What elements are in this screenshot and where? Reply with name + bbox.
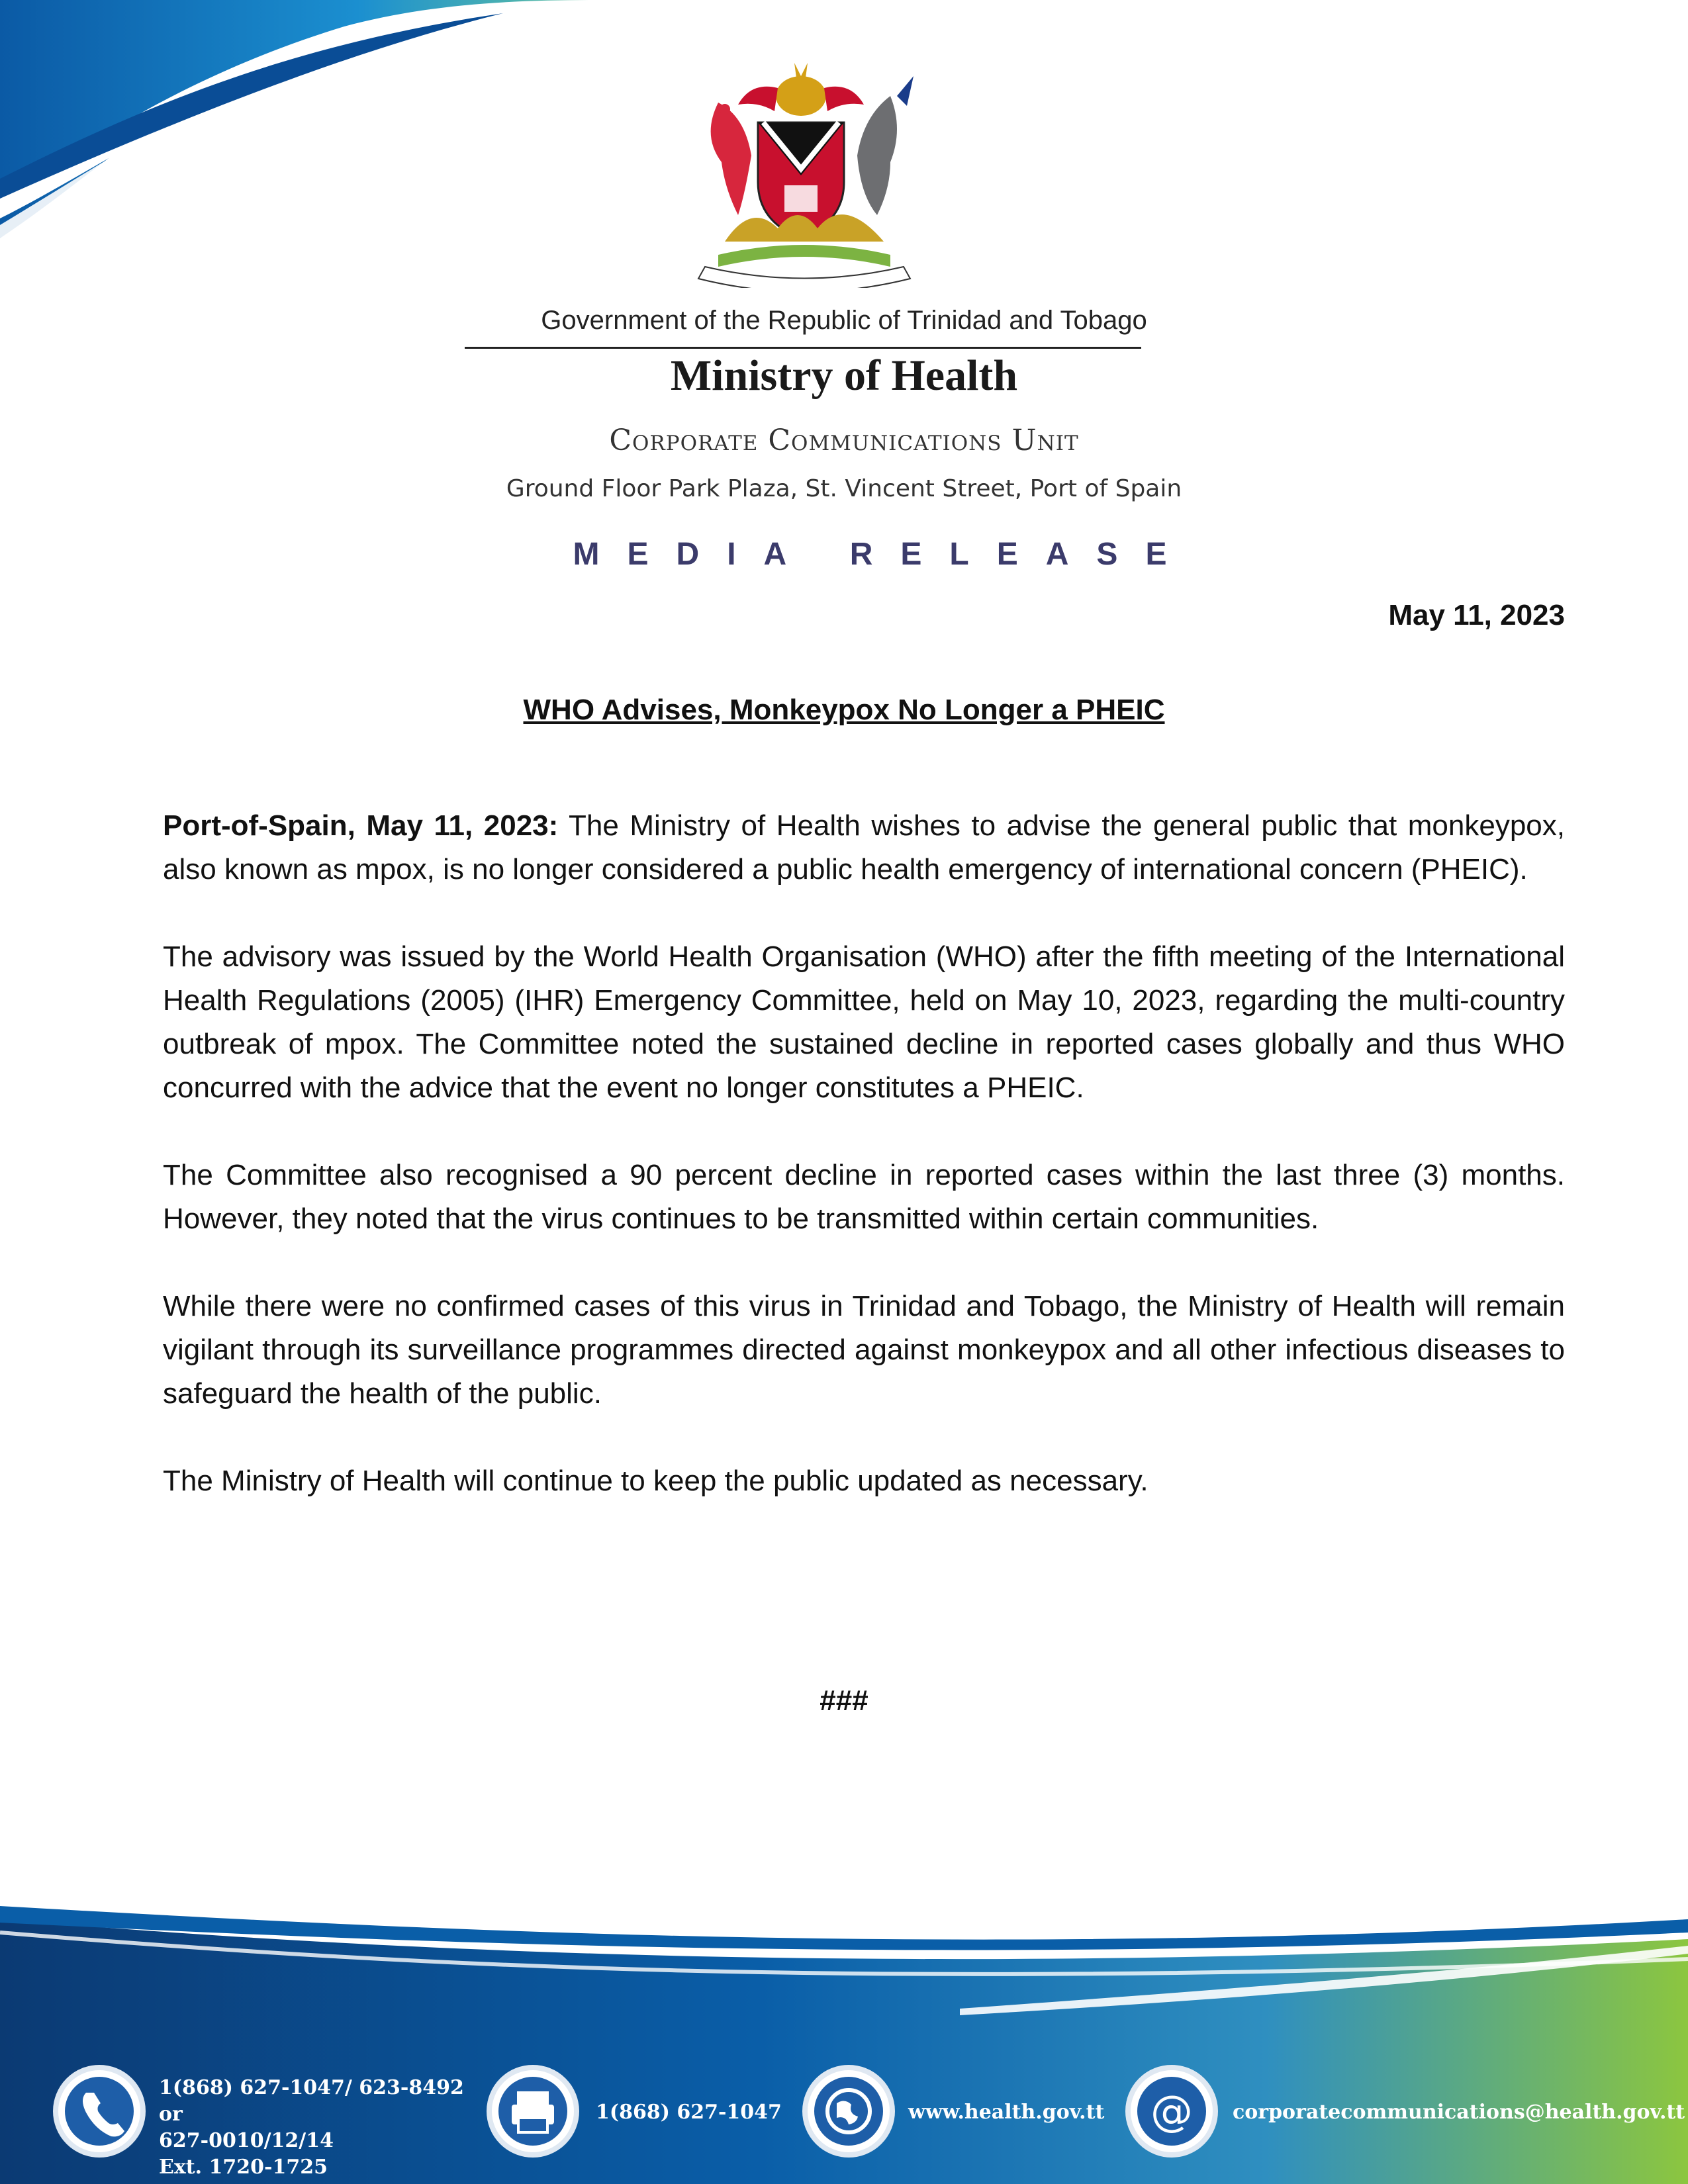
unit-name: Corporate Communications Unit	[609, 424, 1079, 457]
release-headline: WHO Advises, Monkeypox No Longer a PHEIC	[523, 694, 1165, 726]
ministry-address: Ground Floor Park Plaza, St. Vincent Street, Port of Spain	[506, 475, 1182, 502]
fax-icon	[487, 2065, 579, 2158]
globe-icon	[802, 2065, 895, 2158]
phone-icon	[53, 2065, 146, 2158]
at-sign-icon	[1125, 2065, 1218, 2158]
media-release-label: MEDIA RELEASE	[573, 537, 1195, 572]
paragraph: While there were no confirmed cases of this virus in Trinidad and Tobago, the Ministry of Health will remain vigilant through its surveillance programmes directed against monkeypox and all other infectious diseases to safeguard the health of the public.	[163, 1290, 1565, 1410]
paragraph: The Committee also recognised a 90 percent decline in reported cases within the last three (3) months. However, they noted that the virus continues to be transmitted within certain communities.	[163, 1159, 1565, 1235]
end-mark: ###	[820, 1684, 868, 1717]
website-link[interactable]: www.health.gov.tt	[908, 2101, 1105, 2124]
letterhead-divider	[465, 347, 1141, 349]
paragraph: The advisory was issued by the World Health Organisation (WHO) after the fifth meeting of the International Health Regulations (2005) (IHR) Emergency Committee, held on May 10, 2023, regarding the multi-country outbreak of mpox. The Committee noted the sustained decline in reported cases globally and thus WHO concurred with the advice that the event no longer constitutes a PHEIC.	[163, 940, 1565, 1104]
paragraph: The Ministry of Health will continue to keep the public updated as necessary.	[163, 1465, 1149, 1497]
release-date: May 11, 2023	[1388, 599, 1565, 631]
release-body	[163, 804, 1565, 1547]
top-decorative-swoosh	[0, 0, 596, 265]
phone-numbers: 1(868) 627-1047/ 623-8492 or 627-0010/12/14 Ext. 1720-1725	[159, 2076, 464, 2179]
dateline: Port-of-Spain, May 11, 2023:	[163, 809, 559, 842]
svg-text:@: @	[1150, 2087, 1193, 2136]
paragraph: Port-of-Spain, May 11, 2023: The Ministry of Health wishes to advise the general public that monkeypox, also known as mpox, is no longer considered a public health emergency of international concern (PHEIC).	[163, 809, 1565, 886]
government-line: Government of the Republic of Trinidad and Tobago	[541, 306, 1147, 335]
fax-number: 1(868) 627-1047	[596, 2101, 782, 2124]
email-link[interactable]: corporatecommunications@health.gov.tt	[1233, 2101, 1685, 2124]
ministry-title: Ministry of Health	[670, 351, 1018, 400]
coat-of-arms-logo	[679, 56, 930, 288]
